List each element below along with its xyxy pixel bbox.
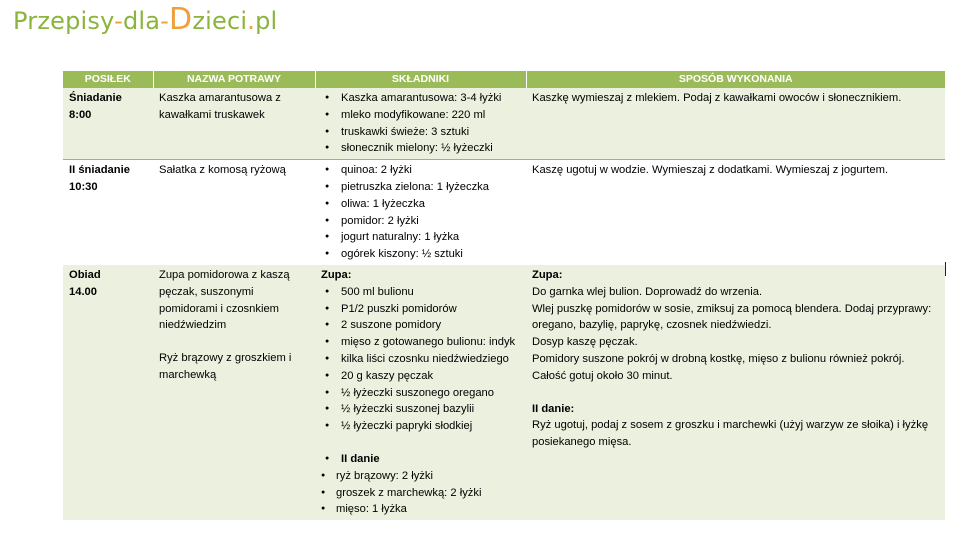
ingredient-item: ● 2 suszone pomidory [321, 317, 521, 334]
ingredient-item: ● 20 g kaszy pęczak [321, 368, 521, 385]
meal-plan-table [63, 71, 945, 520]
logo-dash: - [114, 7, 123, 35]
logo-word-przepisy: Przepisy [13, 7, 115, 35]
soup-label: Zupa: [321, 268, 352, 281]
method-line: Dosyp kaszę pęczak. [532, 336, 638, 349]
header-meal: POSIŁEK [63, 71, 153, 88]
second-course-ingredient-list [321, 451, 521, 518]
table-row-second-breakfast [63, 160, 945, 265]
logo-dot: . [247, 7, 256, 35]
method-soup-label: Zupa: [532, 268, 563, 281]
dish-name-main: Ryż brązowy z groszkiem i marchewką [159, 352, 292, 381]
ingredient-item: ● quinoa: 2 łyżki [321, 162, 521, 179]
text-cursor [945, 262, 946, 276]
site-logo[interactable] [13, 2, 277, 37]
table-row-lunch [63, 265, 945, 520]
ingredients-cell [315, 265, 526, 520]
method-cell [526, 265, 945, 520]
method-line: Całość gotuj około 30 minut. [532, 369, 673, 382]
meal-time: 8:00 [69, 108, 92, 121]
ingredient-item: ● pomidor: 2 łyżki [321, 213, 521, 230]
ingredient-item: ● słonecznik mielony: ½ łyżeczki [321, 140, 521, 157]
table-header-row [63, 71, 945, 88]
header-method: SPOSÓB WYKONANIA [526, 71, 945, 88]
ingredient-list [321, 162, 521, 263]
logo-dash: - [160, 7, 170, 35]
ingredient-item: ● Kaszka amarantusowa: 3-4 łyżki [321, 90, 521, 107]
method-line: Ryż ugotuj, podaj z sosem z groszku i marchewki (użyj warzyw ze słoika) i łyżkę posiekanego mięsa. [532, 419, 929, 449]
ingredient-item: ● ryż brązowy: 2 łyżki [321, 468, 521, 485]
ingredient-list [321, 90, 521, 157]
meal-name: Obiad [69, 268, 101, 281]
meal-cell [63, 88, 153, 160]
ingredient-item: ● mięso z gotowanego bulionu: indyk [321, 334, 521, 351]
method-line: Pomidory suszone pokrój w drobną kostkę, mięso z bulionu również pokrój. [532, 352, 905, 365]
ingredient-item: ● kilka liści czosnku niedźwiedziego [321, 351, 521, 368]
header-dish-name: NAZWA POTRAWY [153, 71, 315, 88]
ingredient-item: ● ½ łyżeczki suszonej bazylii [321, 401, 521, 418]
ingredient-item: ● truskawki świeże: 3 sztuki [321, 124, 521, 141]
meal-time: 14.00 [69, 285, 97, 298]
meal-time: 10:30 [69, 180, 98, 193]
ingredient-item: ● groszek z marchewką: 2 łyżki [321, 485, 521, 502]
method-line: Do garnka wlej bulion. Doprowadź do wrzenia. [532, 285, 763, 298]
second-course-label: ● II danie [321, 451, 521, 468]
meal-cell [63, 265, 153, 520]
ingredient-item: ● jogurt naturalny: 1 łyżka [321, 229, 521, 246]
soup-ingredient-list [321, 284, 521, 435]
table-row-breakfast [63, 88, 945, 160]
ingredient-item: ● P1/2 puszki pomidorów [321, 301, 521, 318]
dish-name-soup: Zupa pomidorowa z kaszą pęczak, suszonymi pomidorami i czosnkiem niedźwiedzim [159, 268, 290, 332]
method-second-label: II danie: [532, 402, 575, 415]
ingredient-item: ● pietruszka zielona: 1 łyżeczka [321, 179, 521, 196]
ingredient-item: ● ½ łyżeczki suszonego oregano [321, 385, 521, 402]
ingredient-item: ● oliwa: 1 łyżeczka [321, 196, 521, 213]
ingredient-item: ● mięso: 1 łyżka [321, 501, 521, 518]
ingredient-item: ● mleko modyfikowane: 220 ml [321, 107, 521, 124]
ingredient-item: ● ogórek kiszony: ½ sztuki [321, 246, 521, 263]
logo-letter-d: D [169, 2, 193, 37]
logo-word-zieci: zieci [192, 7, 248, 35]
logo-tld: pl [255, 7, 278, 35]
dish-name: Sałatka z komosą ryżową [153, 160, 315, 265]
method-cell: Kaszkę wymieszaj z mlekiem. Podaj z kawałkami owoców i słonecznikiem. [526, 88, 945, 160]
meal-cell [63, 160, 153, 265]
ingredients-cell [315, 160, 526, 265]
meal-name: Śniadanie [69, 92, 122, 104]
method-line: Wlej puszkę pomidorów w sosie, zmiksuj za pomocą blendera. Dodaj przyprawy: oregano, bazylię, paprykę, czosnek niedźwiedzi. [532, 302, 932, 332]
ingredient-item: ● ½ łyżeczki papryki słodkiej [321, 418, 521, 435]
dish-name: Kaszka amarantusowa z kawałkami truskawek [153, 88, 315, 160]
header-ingredients: SKŁADNIKI [315, 71, 526, 88]
method-cell: Kaszę ugotuj w wodzie. Wymieszaj z dodatkami. Wymieszaj z jogurtem. [526, 160, 945, 265]
meal-name: II śniadanie [69, 164, 130, 177]
dish-cell [153, 265, 315, 520]
ingredient-item: ● 500 ml bulionu [321, 284, 521, 301]
ingredients-cell [315, 88, 526, 160]
logo-word-dla: dla [122, 7, 161, 35]
